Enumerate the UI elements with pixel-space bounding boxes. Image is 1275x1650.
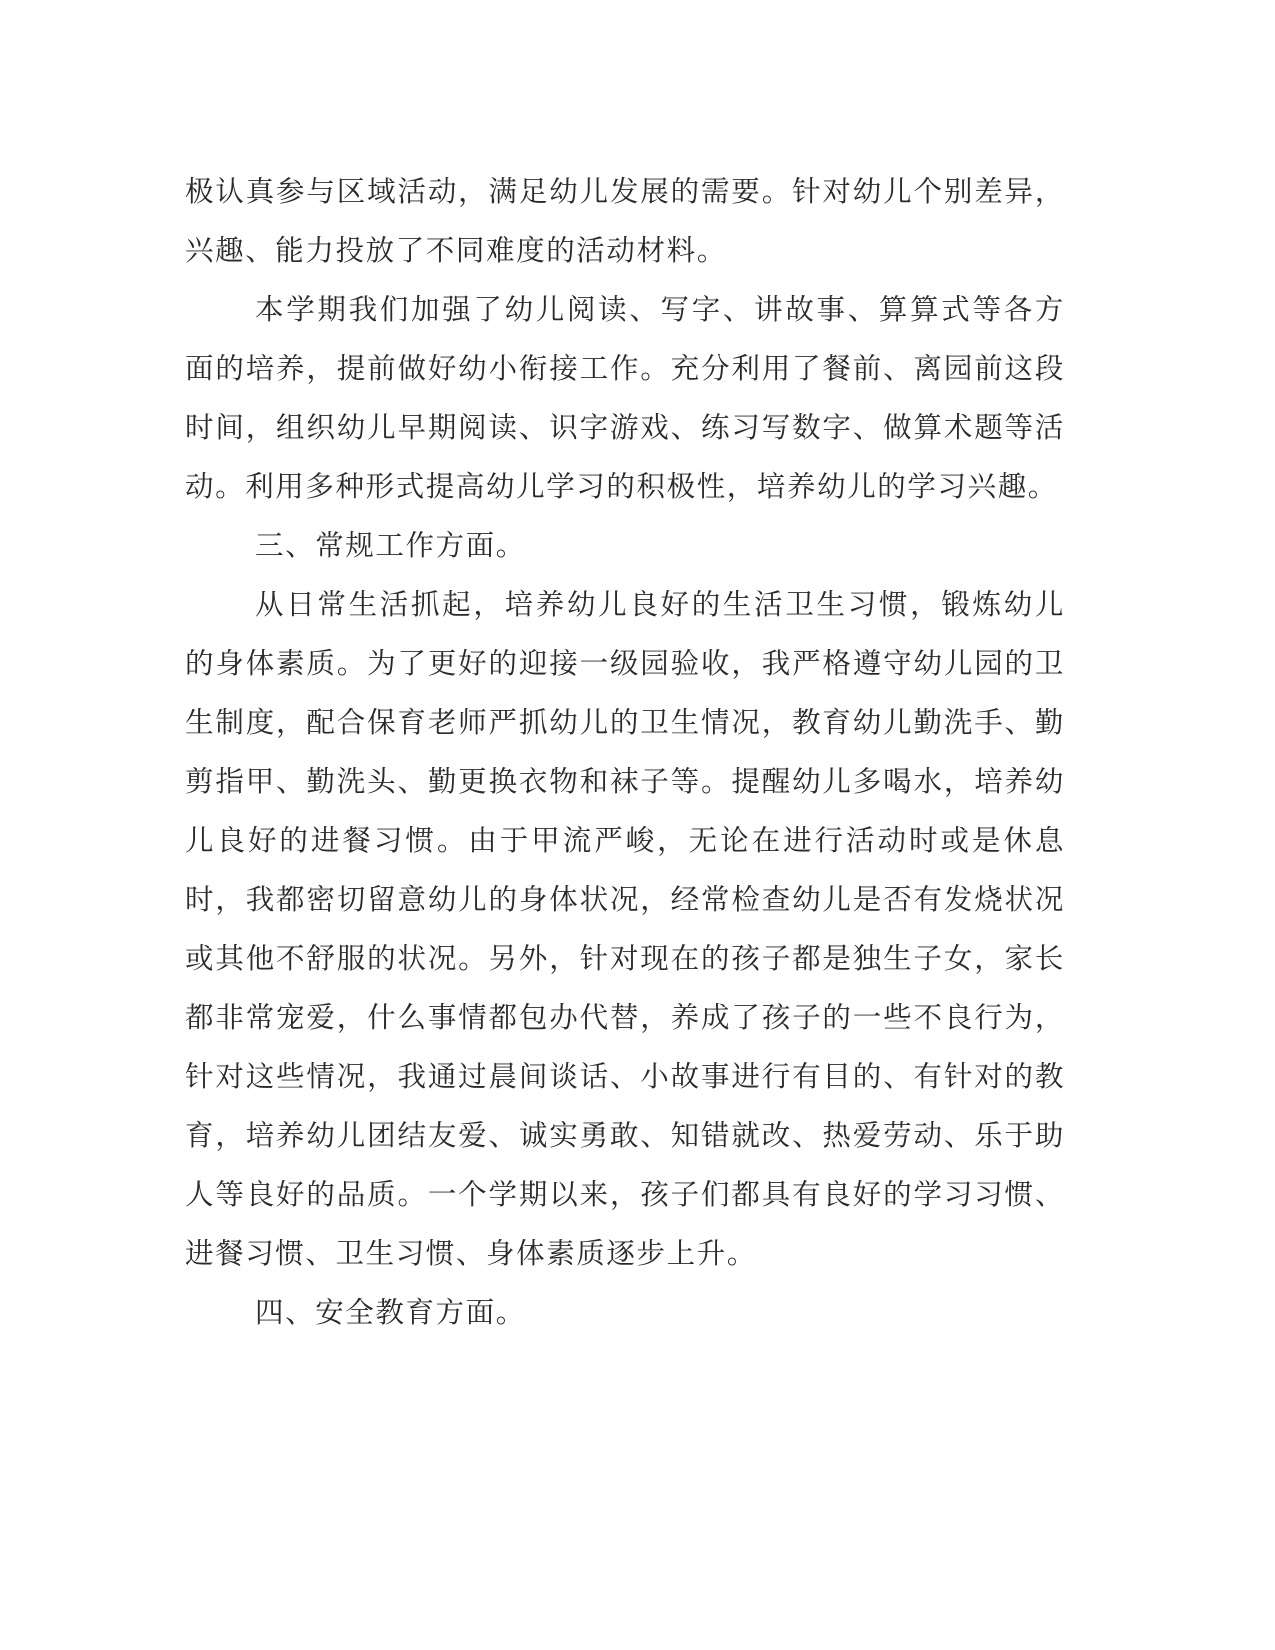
paragraph-area-activities: 极认真参与区域活动，满足幼儿发展的需要。针对幼儿个别差异，兴趣、能力投放了不同难度的活动材料。	[185, 175, 1065, 267]
section-heading-routine-work: 三、常规工作方面。	[255, 529, 526, 562]
paragraph-early-learning: 本学期我们加强了幼儿阅读、写字、讲故事、算算式等各方面的培养，提前做好幼小衔接工作。充分利用了餐前、离园前这段时间，组织幼儿早期阅读、识字游戏、练习写数字、做算术题等活动。利用多种形式提高幼儿学习的积极性，培养幼儿的学习兴趣。	[185, 293, 1065, 503]
document-body	[185, 162, 1065, 1342]
section-heading-safety-education: 四、安全教育方面。	[255, 1296, 526, 1329]
paragraph-routine-work: 从日常生活抓起，培养幼儿良好的生活卫生习惯，锻炼幼儿的身体素质。为了更好的迎接一级园验收，我严格遵守幼儿园的卫生制度，配合保育老师严抓幼儿的卫生情况，教育幼儿勤洗手、勤剪指甲、勤洗头、勤更换衣物和袜子等。提醒幼儿多喝水，培养幼儿良好的进餐习惯。由于甲流严峻，无论在进行活动时或是休息时，我都密切留意幼儿的身体状况，经常检查幼儿是否有发烧状况或其他不舒服的状况。另外，针对现在的孩子都是独生子女，家长都非常宠爱，什么事情都包办代替，养成了孩子的一些不良行为，针对这些情况，我通过晨间谈话、小故事进行有目的、有针对的教育，培养幼儿团结友爱、诚实勇敢、知错就改、热爱劳动、乐于助人等良好的品质。一个学期以来，孩子们都具有良好的学习习惯、进餐习惯、卫生习惯、身体素质逐步上升。	[185, 588, 1065, 1270]
